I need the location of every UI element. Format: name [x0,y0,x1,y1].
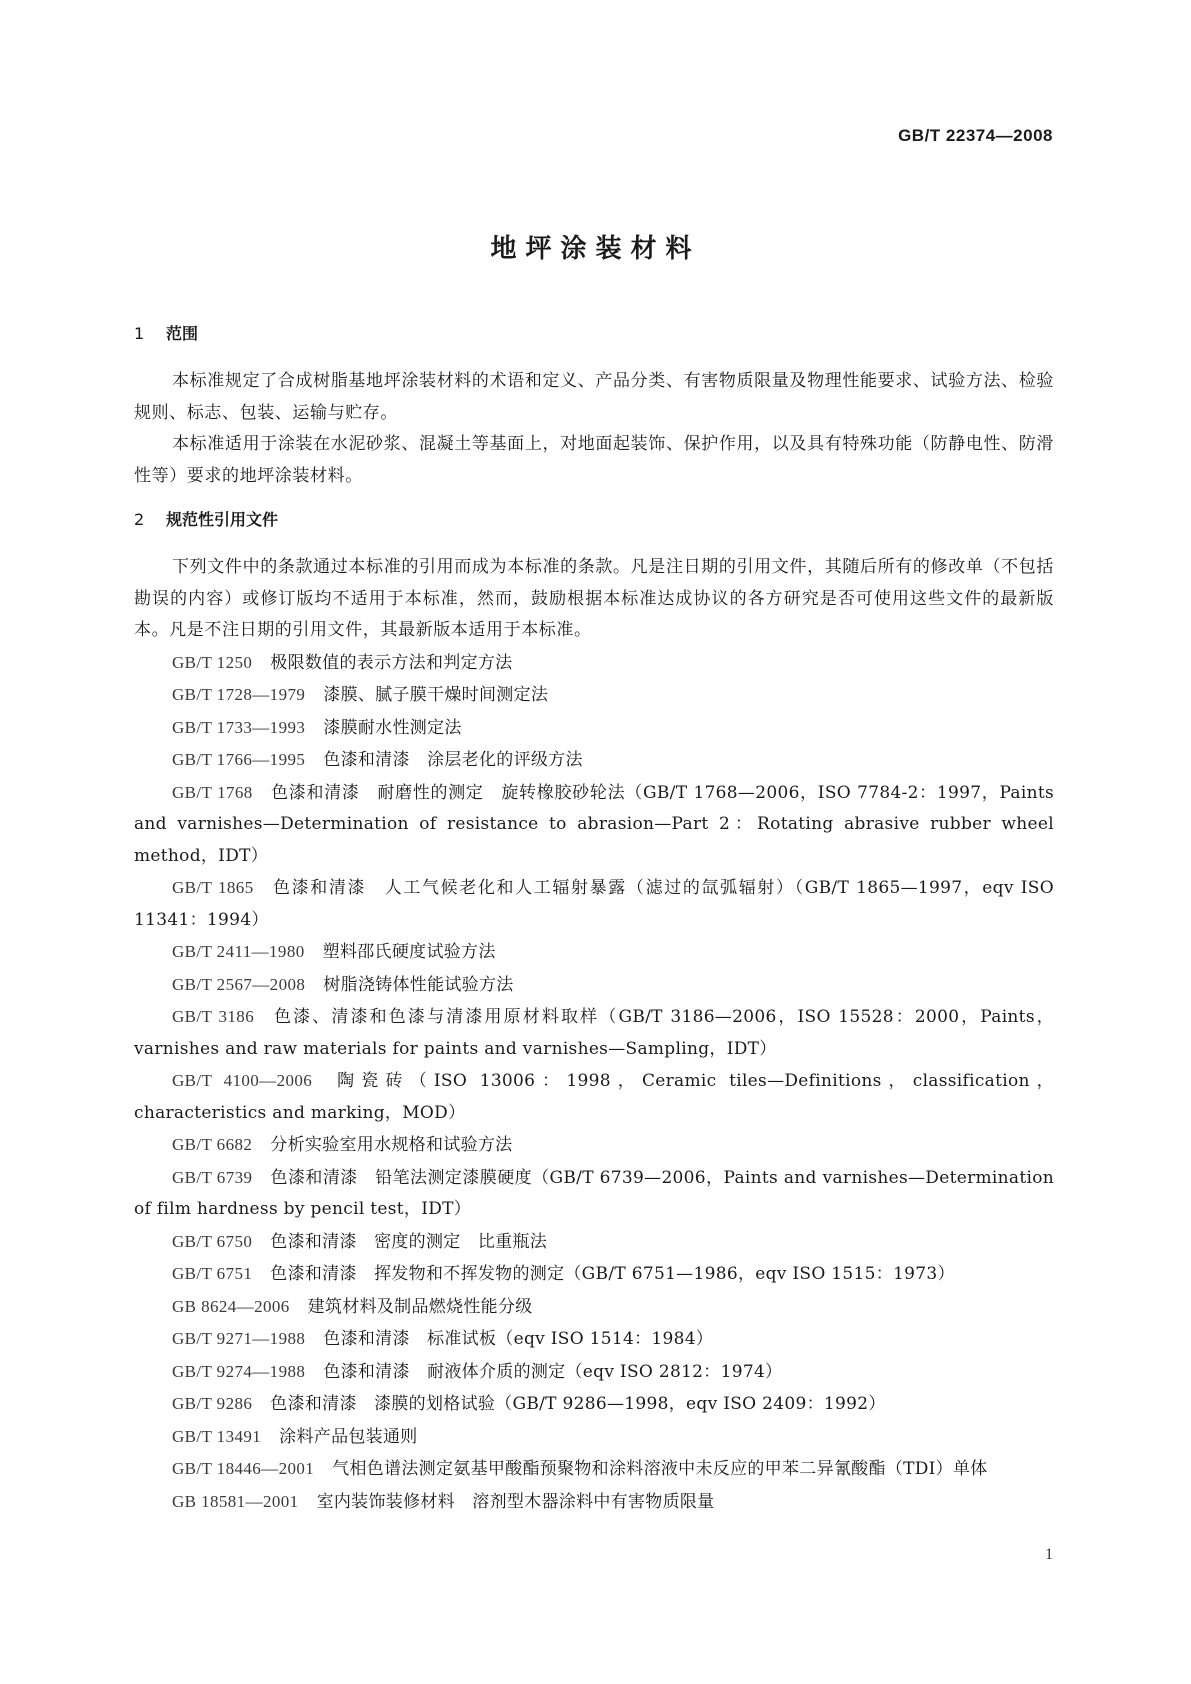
reference-code: GB/T 6682 [172,1135,253,1154]
reference-item [134,1258,1054,1291]
reference-code: GB/T 6739 [172,1167,253,1187]
reference-code: GB/T 9274—1988 [172,1361,306,1381]
reference-item [134,1065,1054,1129]
reference-item [134,872,1054,936]
standard-number: GB/T 22374—2008 [898,126,1053,145]
references-intro-paragraph: 下列文件中的条款通过本标准的引用而成为本标准的条款。凡是注日期的引用文件，其随后所有的修改单（不包括勘误的内容）或修订版均不适用于本标准，然而，鼓励根据本标准达成协议的各方研究是否可使用这些文件的最新版本。凡是不注日期的引用文件，其最新版本适用于本标准。 [134,557,1054,640]
reference-code: GB/T 3186 [172,1007,255,1026]
reference-item [134,1356,1054,1389]
reference-title: 塑料邵氏硬度试验方法 [322,942,496,962]
reference-item [134,1129,1054,1162]
reference-code: GB 18581—2001 [172,1491,299,1511]
reference-item [134,1388,1054,1421]
reference-code: GB/T 1728—1979 [172,685,306,704]
reference-title: 漆膜、腻子膜干燥时间测定法 [323,685,549,705]
reference-code: GB 8624—2006 [172,1296,290,1316]
section-1-heading [134,322,1054,346]
reference-item [134,1323,1054,1356]
reference-title: 色漆和清漆 耐磨性的测定 旋转橡胶砂轮法（GB/T 1768—2006，ISO 7784-2：1997，Paints and varnishes—Determination of resistance to abrasion—Part 2：Rotating abrasive rubber wheel method，IDT） [134,782,1054,866]
reference-item [134,744,1054,777]
reference-item [134,1291,1054,1324]
normative-references-list [134,647,1054,1519]
reference-code: GB/T 2567—2008 [172,974,306,994]
reference-item [134,1486,1054,1519]
reference-title: 室内装饰装修材料 溶剂型木器涂料中有害物质限量 [316,1491,715,1512]
reference-code: GB/T 1768 [172,782,253,802]
reference-title: 色漆和清漆 涂层老化的评级方法 [323,750,583,770]
reference-item [134,1162,1054,1226]
scope-paragraph-1: 本标准规定了合成树脂基地坪涂装材料的术语和定义、产品分类、有害物质限量及物理性能要求、试验方法、检验规则、标志、包装、运输与贮存。 [134,371,1054,423]
reference-title: 分析实验室用水规格和试验方法 [270,1135,513,1155]
reference-title: 色漆和清漆 密度的测定 比重瓶法 [270,1231,548,1252]
reference-title: 色漆和清漆 铅笔法测定漆膜硬度（GB/T 6739—2006，Paints and varnishes—Determination of film hardness by pencil test，IDT） [134,1167,1054,1219]
reference-code: GB/T 2411—1980 [172,942,305,961]
reference-title: 色漆和清漆 耐液体介质的测定（eqv ISO 2812：1974） [323,1361,783,1382]
section-1-title: 范围 [166,324,199,343]
page-number: 1 [1045,1546,1053,1563]
reference-code: GB/T 18446—2001 [172,1459,315,1478]
reference-code: GB/T 9271—1988 [172,1329,306,1348]
section-1-number: 1 [134,324,145,343]
reference-title: 色漆和清漆 标准试板（eqv ISO 1514：1984） [323,1329,714,1349]
reference-title: 陶瓷砖（ISO 13006：1998，Ceramic tiles—Definitions，classification，characteristics and marking，MOD） [134,1071,1054,1123]
reference-code: GB/T 9286 [172,1394,253,1413]
reference-title: 涂料产品包装通则 [279,1426,418,1447]
reference-item [134,969,1054,1002]
reference-title: 气相色谱法测定氨基甲酸酯预聚物和涂料溶液中未反应的甲苯二异氰酸酯（TDI）单体 [332,1459,988,1479]
reference-item [134,647,1054,680]
reference-item [134,936,1054,969]
reference-title: 色漆和清漆 挥发物和不挥发物的测定（GB/T 6751—1986，eqv ISO 1515：1973） [270,1264,955,1284]
reference-code: GB/T 1250 [172,652,253,672]
reference-item [134,1421,1054,1454]
reference-item [134,1453,1054,1486]
reference-item [134,1226,1054,1259]
reference-title: 树脂浇铸体性能试验方法 [323,974,514,995]
reference-item [134,1001,1054,1065]
reference-title: 漆膜耐水性测定法 [323,717,462,738]
reference-title: 建筑材料及制品燃烧性能分级 [307,1296,533,1317]
reference-code: GB/T 4100—2006 [172,1071,313,1090]
reference-item [134,679,1054,712]
reference-item [134,777,1054,873]
reference-code: GB/T 13491 [172,1426,262,1446]
reference-item [134,712,1054,745]
reference-code: GB/T 6751 [172,1264,253,1283]
reference-title: 极限数值的表示方法和判定方法 [270,652,513,673]
section-2-title: 规范性引用文件 [166,510,279,529]
document-body [134,322,1054,1518]
reference-title: 色漆、清漆和色漆与清漆用原材料取样（GB/T 3186—2006，ISO 15528：2000，Paints，varnishes and raw materials for paints and varnishes—Sampling，IDT） [134,1007,1054,1059]
reference-code: GB/T 1766—1995 [172,750,306,769]
reference-title: 色漆和清漆 人工气候老化和人工辐射暴露（滤过的氙弧辐射）（GB/T 1865—1997，eqv ISO 11341：1994） [134,878,1054,930]
scope-paragraph-2: 本标准适用于涂装在水泥砂浆、混凝土等基面上，对地面起装饰、保护作用，以及具有特殊功能（防静电性、防滑性等）要求的地坪涂装材料。 [134,434,1054,486]
reference-title: 色漆和清漆 漆膜的划格试验（GB/T 9286—1998，eqv ISO 2409：1992） [270,1394,886,1414]
section-2-heading [134,508,1054,532]
section-2-number: 2 [134,510,145,529]
reference-code: GB/T 1733—1993 [172,717,306,737]
reference-code: GB/T 1865 [172,878,254,897]
reference-code: GB/T 6750 [172,1231,253,1251]
document-title: 地坪涂装材料 [490,234,701,264]
